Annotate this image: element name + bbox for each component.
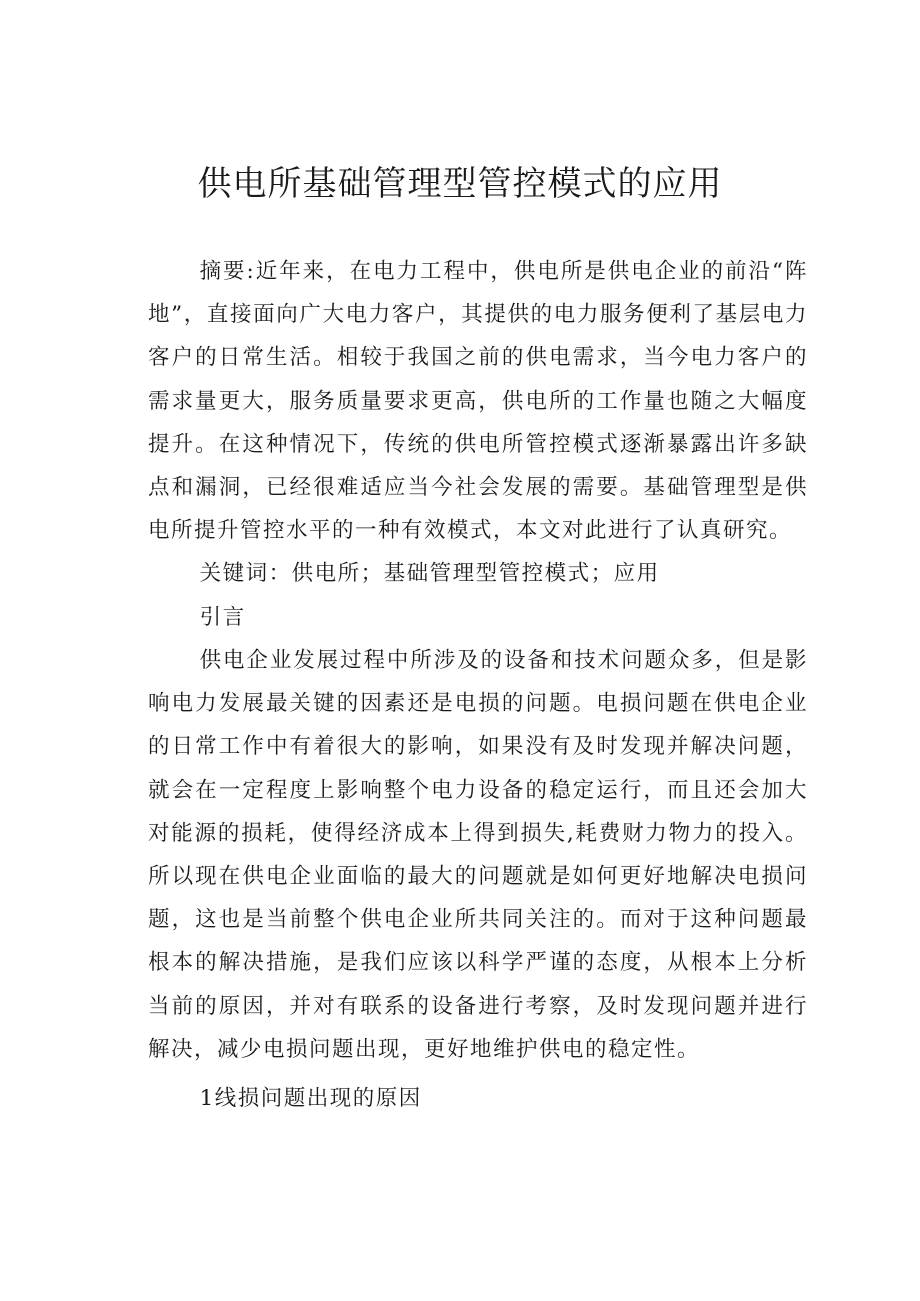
abstract-paragraph: 摘要:近年来，在电力工程中，供电所是供电企业的前沿“阵地”，直接面向广大电力客户，其提供的电力服务便利了基层电力客户的日常生活。相较于我国之前的供电需求，当今电力客户的需求量更大，服务质量要求更高，供电所的工作量也随之大幅度提升。在这种情况下，传统的供电所管控模式逐渐暴露出许多缺点和漏洞，已经很难适应当今社会发展的需要。基础管理型是供电所提升管控水平的一种有效模式，本文对此进行了认真研究。: [148, 259, 808, 544]
intro-paragraph: 供电企业发展过程中所涉及的设备和技术问题众多，但是影响电力发展最关键的因素还是电损的问题。电损问题在供电企业的日常工作中有着很大的影响，如果没有及时发现并解决问题，就会在一定程度上影响整个电力设备的稳定运行，而且还会加大对能源的损耗，使得经济成本上得到损失,耗费财力物力的投入。所以现在供电企业面临的最大的问题就是如何更好地解决电损问题，这也是当前整个供电企业所共同关注的。而对于这种问题最根本的解决措施，是我们应该以科学严谨的态度，从根本上分析当前的原因，并对有联系的设备进行考察，及时发现问题并进行解决，减少电损问题出现，更好地维护供电的稳定性。: [148, 648, 808, 1062]
intro-heading: 引言: [199, 605, 246, 630]
document-title: 供电所基础管理型管控模式的应用: [197, 164, 723, 204]
keywords-line: 关键词：供电所；基础管理型管控模式；应用: [199, 561, 660, 586]
section-heading: 1线损问题出现的原因: [199, 1086, 422, 1111]
